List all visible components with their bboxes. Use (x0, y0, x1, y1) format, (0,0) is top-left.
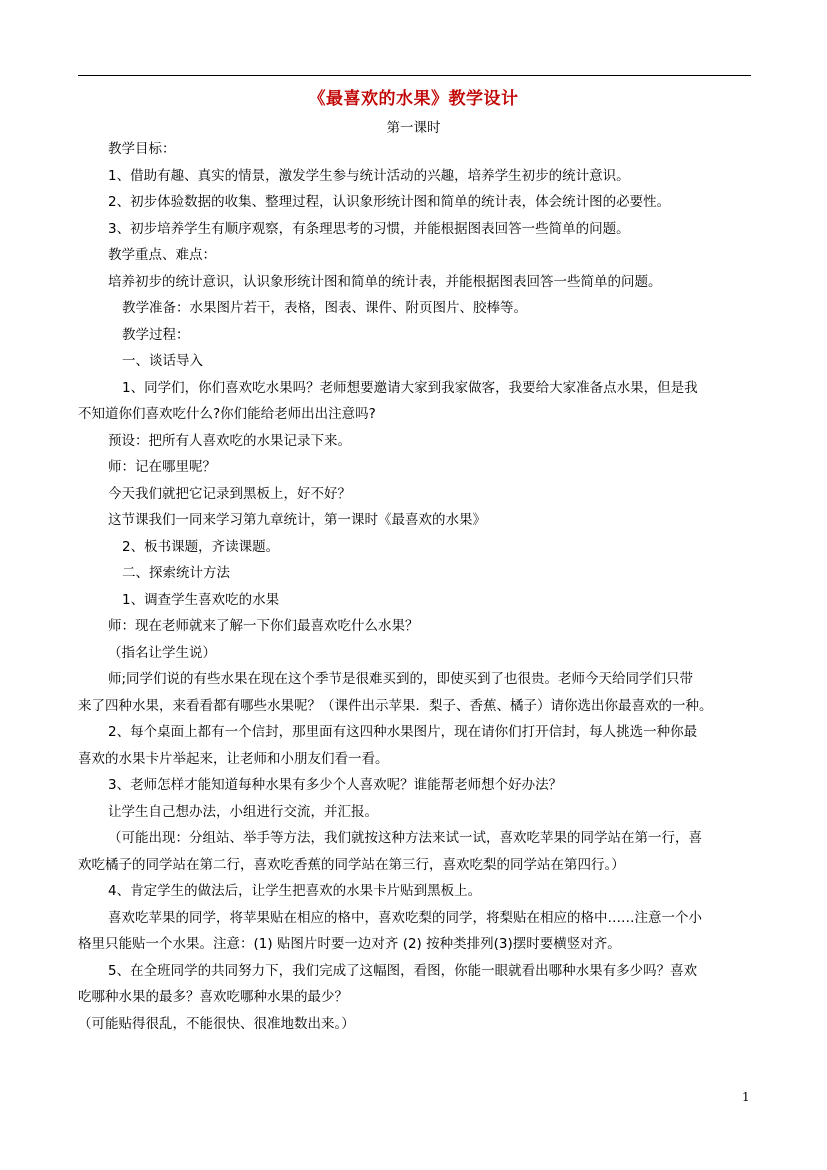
paragraph: 不知道你们喜欢吃什么?你们能给老师出出注意吗? (78, 406, 376, 422)
paragraph: 5、在全班同学的共同努力下，我们完成了这幅图，看图，你能一眼就看出哪种水果有多少吗？喜欢 (108, 962, 698, 979)
paragraph: 一、谈话导入 (122, 353, 203, 369)
paragraph: （可能贴得很乱，不能很快、很准地数出来。） (78, 1015, 355, 1032)
paragraph: 教学目标： (108, 141, 176, 157)
document-body (78, 136, 751, 1037)
paragraph: 2、初步体验数据的收集、整理过程，认识象形统计图和简单的统计表，体会统计图的必要性。 (108, 194, 671, 210)
paragraph: 师：现在老师就来了解一下你们最喜欢吃什么水果？ (108, 618, 419, 634)
paragraph: 培养初步的统计意识，认识象形统计图和简单的统计表，并能根据图表回答一些简单的问题。 (108, 273, 662, 290)
paragraph: 格里只能贴一个水果。注意：(1) 贴图片时要一边对齐 (2) 按种类排列(3)摆时要横竖对齐。 (78, 936, 621, 952)
lesson-subtitle: 第一课时 (386, 120, 441, 136)
paragraph: 让学生自己想办法，小组进行交流，并汇报。 (108, 803, 378, 820)
paragraph: 喜欢的水果卡片举起来，让老师和小朋友们看一看。 (78, 750, 389, 767)
paragraph: 3、初步培养学生有顺序观察，有条理思考的习惯，并能根据图表回答一些简单的问题。 (108, 220, 630, 237)
paragraph: 1、调查学生喜欢吃的水果 (122, 591, 280, 608)
paragraph: 这节课我们一同来学习第九章统计，第一课时《最喜欢的水果》 (108, 512, 486, 528)
paragraph: 师;同学们说的有些水果在现在这个季节是很难买到的，即使买到了也很贵。老师今天给同学们只带 (108, 671, 694, 687)
paragraph: 1、同学们，你们喜欢吃水果吗？老师想要邀请大家到我家做客，我要给大家准备点水果，但是我 (122, 379, 698, 396)
paragraph: （指名让学生说） (108, 644, 216, 661)
paragraph: 吃哪种水果的最多？喜欢吃哪种水果的最少？ (78, 989, 348, 1005)
paragraph: 教学过程： (122, 326, 190, 343)
header-rule (78, 75, 751, 76)
paragraph: 3、老师怎样才能知道每种水果有多少个人喜欢呢？谁能帮老师想个好办法？ (108, 777, 563, 793)
paragraph: 今天我们就把它记录到黑板上，好不好？ (108, 485, 351, 502)
paragraph: 欢吃橘子的同学站在第二行，喜欢吃香蕉的同学站在第三行，喜欢吃梨的同学站在第四行。） (78, 856, 625, 873)
paragraph: 预设：把所有人喜欢吃的水果记录下来。 (108, 432, 351, 449)
document-title: 《最喜欢的水果》教学设计 (308, 89, 519, 109)
paragraph: 二、探索统计方法 (122, 565, 230, 581)
paragraph: 4、肯定学生的做法后，让学生把喜欢的水果卡片贴到黑板上。 (108, 883, 482, 899)
paragraph: 1、借助有趣、真实的情景，激发学生参与统计活动的兴趣，培养学生初步的统计意识。 (108, 167, 630, 184)
paragraph: 喜欢吃苹果的同学，将苹果贴在相应的格中，喜欢吃梨的同学，将梨贴在相应的格中……注意一个小 (108, 909, 702, 926)
paragraph: 教学准备：水果图片若干，表格，图表、课件、附页图片、胶棒等。 (122, 300, 527, 316)
paragraph: 教学重点、难点： (108, 247, 216, 263)
paragraph: 2、每个桌面上都有一个信封，那里面有这四种水果图片，现在请你们打开信封，每人挑选一种你最 (108, 724, 698, 740)
paragraph: 师：记在哪里呢？ (108, 459, 216, 475)
page-number: 1 (742, 1090, 750, 1104)
paragraph: （可能出现：分组站、举手等方法，我们就按这种方法来试一试，喜欢吃苹果的同学站在第一行，喜 (108, 830, 702, 846)
paragraph: 来了四种水果，来看看都有哪些水果呢？（课件出示苹果．梨子、香蕉、橘子）请你选出你最喜欢的一种。 (78, 697, 713, 714)
paragraph: 2、板书课题，齐读课题。 (122, 538, 280, 555)
